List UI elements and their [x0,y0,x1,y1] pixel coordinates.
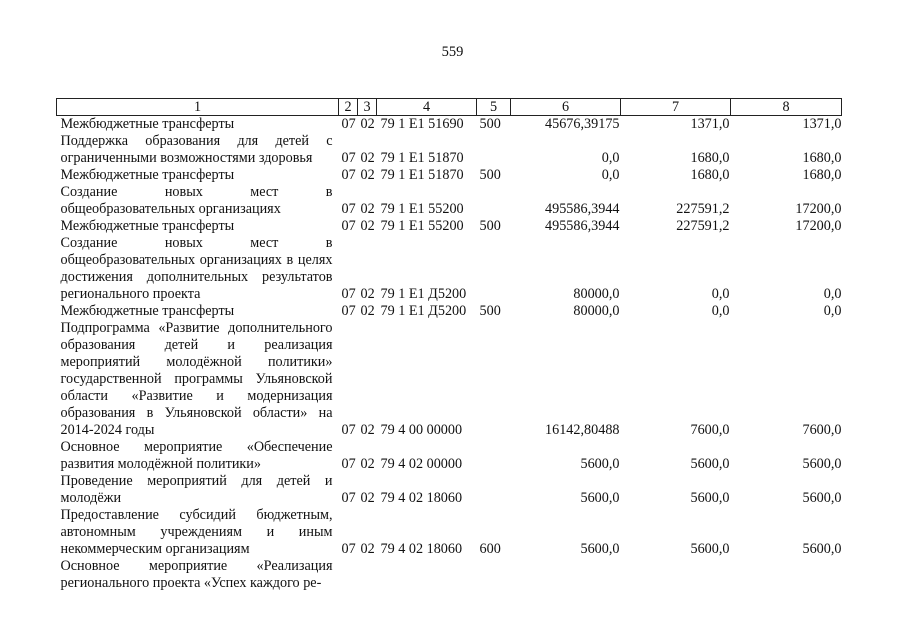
row-subsection: 02 [360,422,375,438]
row-target-code [377,558,477,592]
row-name: Межбюджетные трансферты [60,167,235,183]
row-value-7: 5600,0 [690,456,730,472]
table-row [57,303,842,320]
row-expense-type [477,320,511,439]
row-section: 07 [341,218,356,234]
row-name: Межбюджетные трансферты [60,116,235,132]
row-target-code: 79 4 00 00000 [380,422,463,438]
table-row [57,167,842,184]
row-target-code: 79 1 E1 51690 [380,116,464,132]
row-expense-type [477,184,511,218]
row-subsection: 02 [360,201,375,217]
row-value-6: 45676,39175 [545,116,620,132]
row-subsection: 02 [360,116,375,132]
row-target-code: 79 4 02 18060 [380,541,463,557]
row-value-8 [731,558,842,592]
header-col-3: 3 [358,99,377,116]
header-col-1: 1 [57,99,339,116]
row-value-6: 495586,3944 [545,201,620,217]
row-value-6: 495586,3944 [545,218,620,234]
row-value-6: 16142,80488 [545,422,620,438]
table-row [57,116,842,134]
row-section: 07 [341,167,356,183]
row-subsection: 02 [360,456,375,472]
row-name: Подпрограмма «Развитие дополнительного образования детей и реализация мероприятий молодёжной политики» государственной программы Ульяновской области «Развитие и модернизация образования в Ульяновской области» на 2014-2024 годы [60,320,333,438]
row-section: 07 [341,303,356,319]
row-value-7: 1371,0 [690,116,730,132]
row-name: Создание новых мест в общеобразовательных организациях [60,184,333,217]
row-subsection: 02 [360,541,375,557]
budget-table [56,98,842,592]
row-target-code: 79 1 E1 51870 [380,167,464,183]
row-value-8: 1371,0 [802,116,842,132]
row-value-6 [511,558,621,592]
row-value-6: 80000,0 [573,286,620,302]
row-section: 07 [341,150,356,166]
row-expense-type: 600 [479,541,501,557]
row-expense-type: 500 [479,167,501,183]
table-row [57,507,842,558]
row-subsection: 02 [360,490,375,506]
table-header-row [57,99,842,116]
header-col-7: 7 [621,99,731,116]
row-value-6: 0,0 [601,150,620,166]
table-row [57,133,842,167]
row-name: Основное мероприятие «Реализация регионального проекта «Успех каждого ре- [60,558,333,591]
row-subsection: 02 [360,286,375,302]
row-expense-type: 500 [479,303,501,319]
row-subsection: 02 [360,150,375,166]
row-value-8: 5600,0 [802,490,842,506]
table-row [57,320,842,439]
row-value-8: 5600,0 [802,456,842,472]
header-col-8: 8 [731,99,842,116]
row-value-7: 1680,0 [690,167,730,183]
row-value-7: 7600,0 [690,422,730,438]
row-subsection: 02 [360,303,375,319]
table-row [57,473,842,507]
table-row [57,439,842,473]
header-col-5: 5 [477,99,511,116]
row-name: Межбюджетные трансферты [60,218,235,234]
row-value-6: 5600,0 [580,490,620,506]
row-expense-type [477,439,511,473]
row-value-8: 0,0 [823,303,842,319]
row-value-7: 5600,0 [690,541,730,557]
row-value-7: 227591,2 [676,201,730,217]
row-value-8: 0,0 [823,286,842,302]
row-section: 07 [341,201,356,217]
row-value-8: 7600,0 [802,422,842,438]
row-section: 07 [341,541,356,557]
row-value-6: 5600,0 [580,456,620,472]
row-subsection: 02 [360,167,375,183]
row-value-7: 1680,0 [690,150,730,166]
row-target-code: 79 4 02 18060 [380,490,463,506]
table-row [57,558,842,592]
row-section: 07 [341,490,356,506]
row-expense-type [477,133,511,167]
row-value-8: 17200,0 [795,201,842,217]
row-value-6: 0,0 [601,167,620,183]
row-value-8: 1680,0 [802,167,842,183]
header-col-2: 2 [339,99,358,116]
row-expense-type [477,235,511,303]
row-value-7: 5600,0 [690,490,730,506]
header-col-6: 6 [511,99,621,116]
row-target-code: 79 1 E1 Д5200 [380,303,467,319]
row-target-code: 79 1 E1 55200 [380,201,464,217]
row-target-code: 79 1 E1 55200 [380,218,464,234]
row-value-8: 5600,0 [802,541,842,557]
row-name: Проведение мероприятий для детей и молодёжи [60,473,333,506]
row-value-7: 0,0 [711,286,730,302]
row-value-6: 80000,0 [573,303,620,319]
row-value-7: 227591,2 [676,218,730,234]
table-row [57,218,842,235]
table-row [57,235,842,303]
row-section: 07 [341,422,356,438]
row-value-6: 5600,0 [580,541,620,557]
row-section: 07 [341,456,356,472]
row-target-code: 79 4 02 00000 [380,456,463,472]
row-value-8: 17200,0 [795,218,842,234]
row-section [339,558,358,592]
table-row [57,184,842,218]
row-value-7 [621,558,731,592]
row-subsection: 02 [360,218,375,234]
row-value-8: 1680,0 [802,150,842,166]
row-name: Предоставление субсидий бюджетным, автономным учреждениям и иным некоммерческим организациям [60,507,333,557]
row-value-7: 0,0 [711,303,730,319]
row-expense-type: 500 [479,218,501,234]
header-col-4: 4 [377,99,477,116]
row-section: 07 [341,116,356,132]
row-target-code: 79 1 E1 Д5200 [380,286,467,302]
page-number: 559 [441,44,464,60]
row-section: 07 [341,286,356,302]
row-expense-type [477,558,511,592]
row-subsection [358,558,377,592]
row-expense-type [477,473,511,507]
row-name: Основное мероприятие «Обеспечение развития молодёжной политики» [60,439,333,472]
row-name: Поддержка образования для детей с ограниченными возможностями здоровья [60,133,333,166]
row-target-code: 79 1 E1 51870 [380,150,464,166]
row-name: Межбюджетные трансферты [60,303,235,319]
row-name: Создание новых мест в общеобразовательных организациях в целях достижения дополнительных результатов регионального проекта [60,235,333,302]
row-expense-type: 500 [479,116,501,132]
